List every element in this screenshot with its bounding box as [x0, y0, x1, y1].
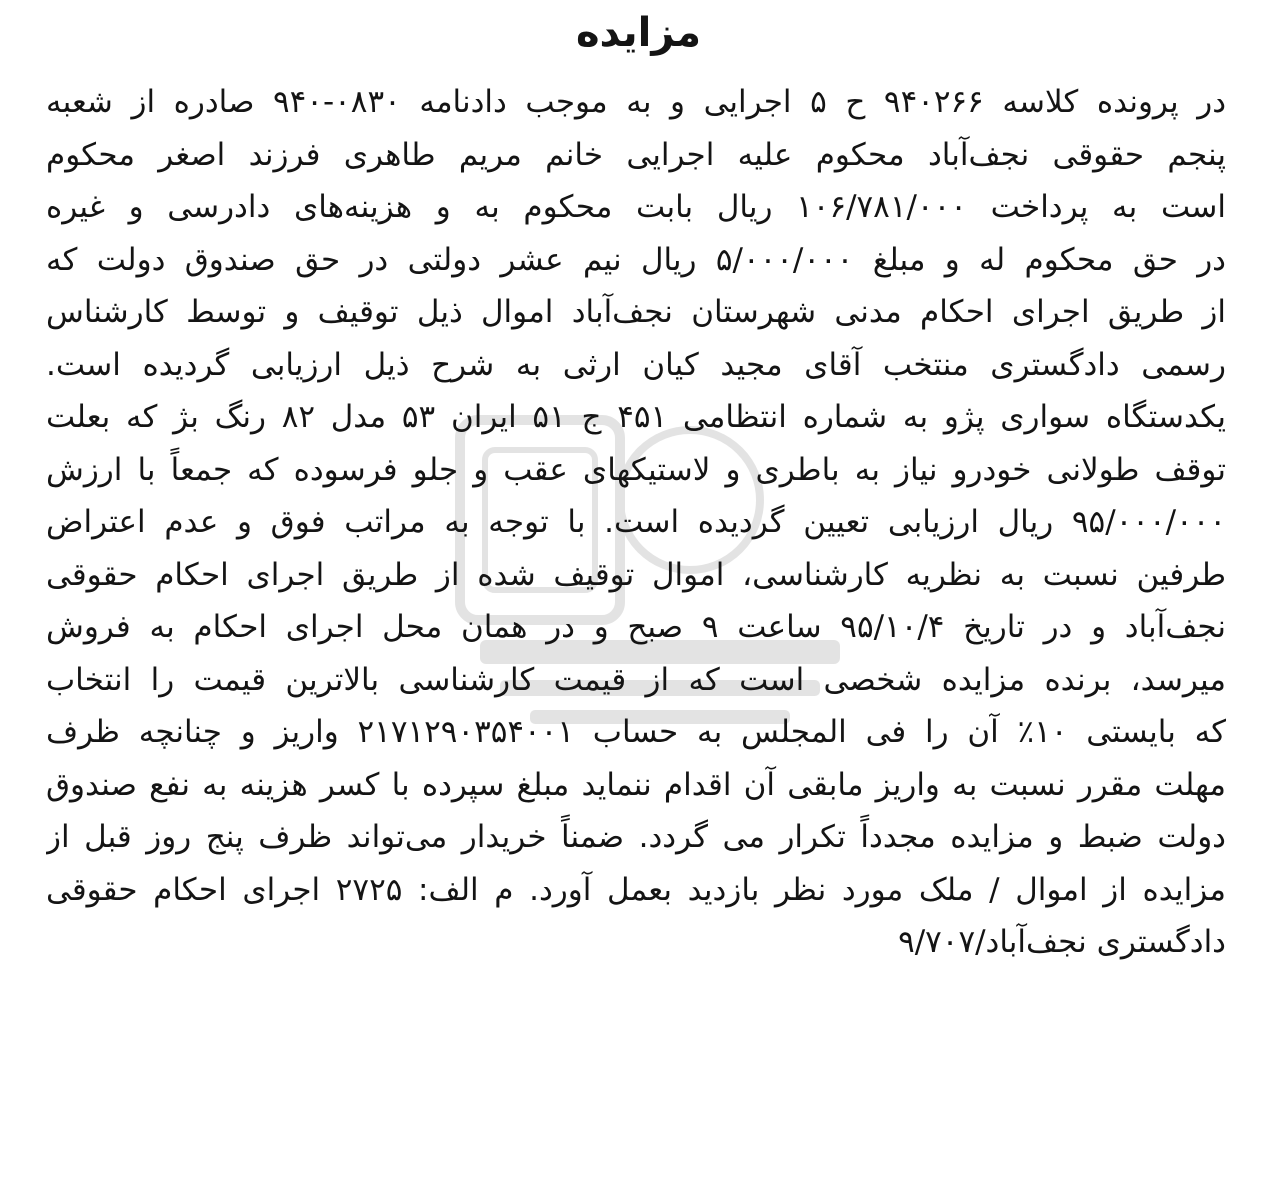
- text-line: یکدستگاه سواری پژو به شماره انتظامی ۴۵۱ ج ۵۱ ایران ۵۳ مدل ۸۲ رنگ بژ که بعلت: [46, 399, 1226, 435]
- text-line: از طریق اجرای احکام مدنی شهرستان نجف‌آباد اموال ذیل توقیف و توسط کارشناس: [46, 294, 1226, 330]
- text-line: پنجم حقوقی نجف‌آباد محکوم علیه اجرایی خانم مریم طاهری فرزند اصغر محکوم: [46, 136, 1226, 173]
- text-line: میرسد، برنده مزایده شخصی است که از قیمت کارشناسی بالاترین قیمت را انتخاب: [46, 661, 1226, 698]
- text-line: دولت ضبط و مزایده مجدداً تکرار می گردد. ضمناً خریدار می‌تواند ظرف پنج روز قبل از: [46, 819, 1226, 855]
- body-text: [46, 76, 1226, 969]
- text-line: رسمی دادگستری منتخب آقای مجید کیان ارثی به شرح ذیل ارزیابی گردیده است.: [46, 346, 1226, 383]
- text-line: است به پرداخت ۱۰۶/۷۸۱/۰۰۰ ریال بابت محکوم به و هزینه‌های دادرسی و غیره: [46, 189, 1226, 225]
- text-line: ۹۵/۰۰۰/۰۰۰ ریال ارزیابی تعیین گردیده است. با توجه به مراتب فوق و عدم اعتراض: [46, 504, 1226, 540]
- text-line: دادگستری نجف‌آباد/۹/۷۰۷: [898, 924, 1226, 960]
- text-line: در حق محکوم له و مبلغ ۵/۰۰۰/۰۰۰ ریال نیم عشر دولتی در حق صندوق دولت که: [46, 241, 1226, 278]
- page-title: مزایده: [575, 10, 702, 56]
- text-line: مزایده از اموال / ملک مورد نظر بازدید بعمل آورد. م الف: ۲۷۲۵ اجرای احکام حقوقی: [46, 871, 1226, 908]
- text-line: توقف طولانی خودرو نیاز به باطری و لاستیکهای عقب و جلو فرسوده که جمعاً با ارزش: [46, 451, 1226, 488]
- text-line: در پرونده کلاسه ۹۴۰۲۶۶ ح ۵ اجرایی و به موجب دادنامه ۰۸۳۰-۹۴۰ صادره از شعبه: [46, 84, 1226, 120]
- text-line: که بایستی ۱۰٪ آن را فی المجلس به حساب ۲۱۷۱۲۹۰۳۵۴۰۰۱ واریز و چنانچه ظرف: [46, 714, 1226, 750]
- text-line: نجف‌آباد و در تاریخ ۹۵/۱۰/۴ ساعت ۹ صبح و در همان محل اجرای احکام به فروش: [46, 609, 1226, 645]
- text-line: مهلت مقرر نسبت به واریز مابقی آن اقدام ننماید مبلغ سپرده با کسر هزینه به نفع صندوق: [46, 766, 1226, 803]
- text-line: طرفین نسبت به نظریه کارشناسی، اموال توقیف شده از طریق اجرای احکام حقوقی: [46, 556, 1226, 593]
